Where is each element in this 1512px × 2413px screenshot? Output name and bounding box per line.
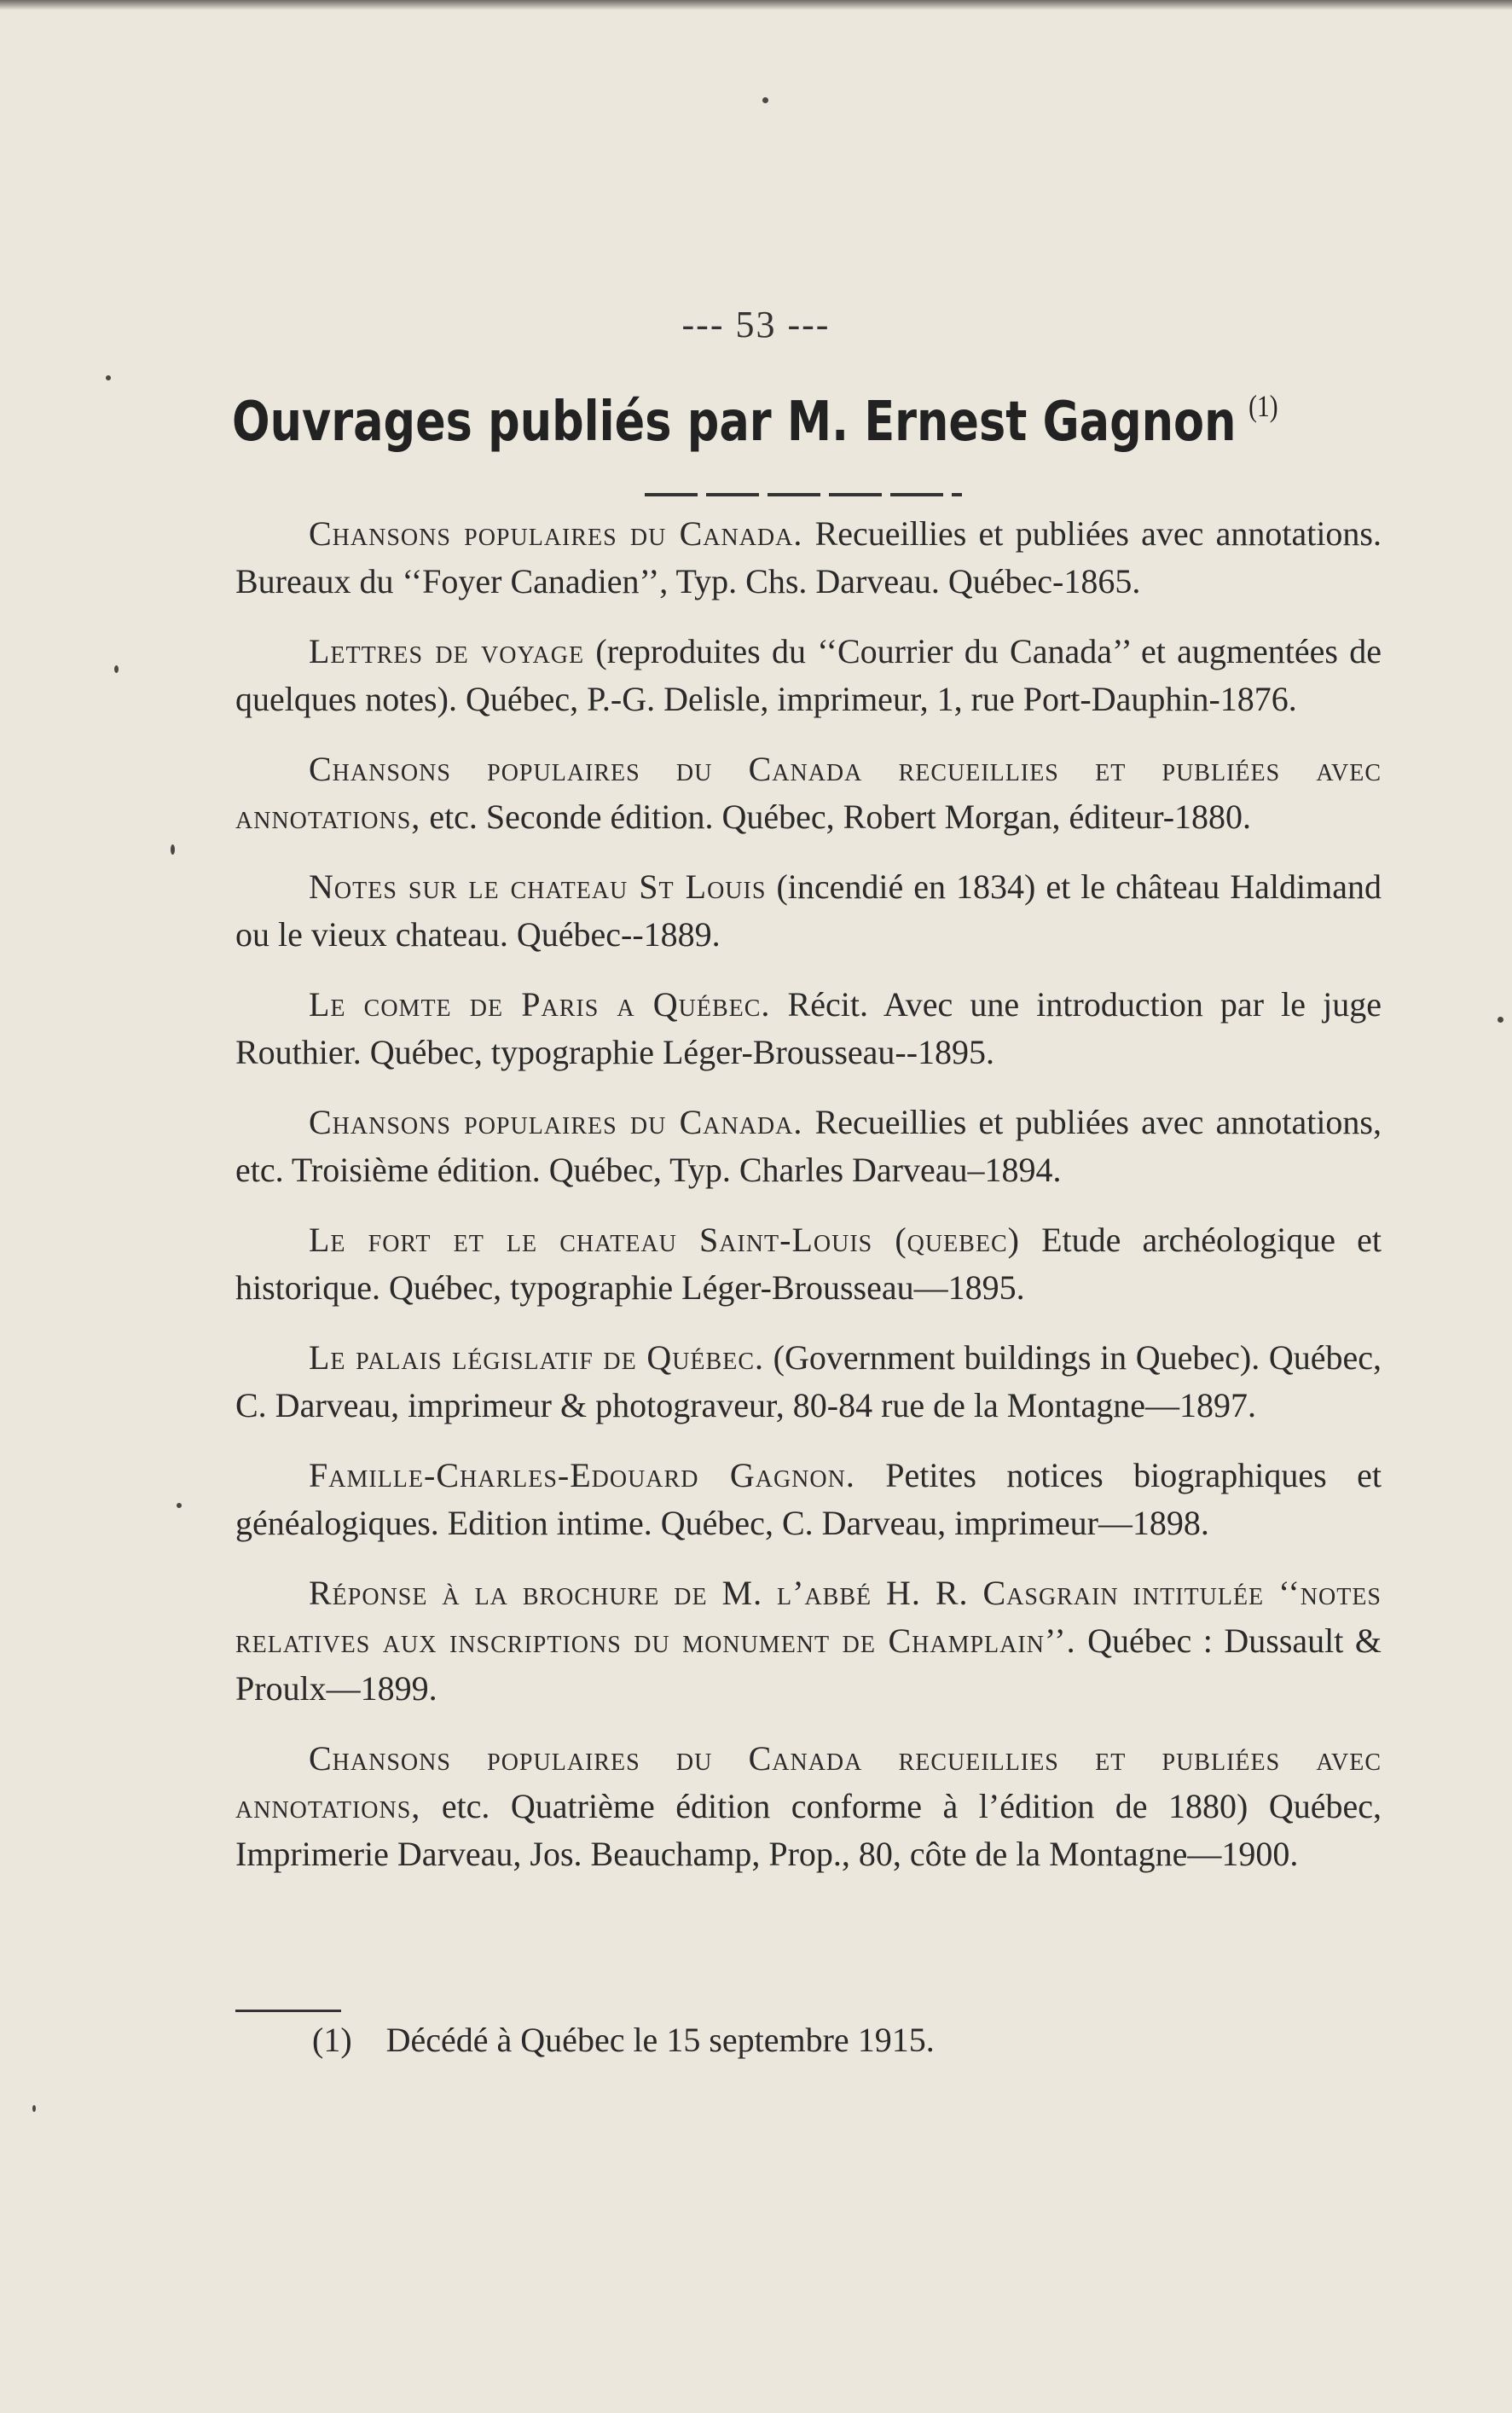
publication-title: Chansons populaires du Canada. <box>309 1103 803 1141</box>
publication-title: Lettres de voyage <box>309 632 585 670</box>
publication-details: (incendié en 1834) et le château Haldimand ou le vieux chateau. Québec--1889. <box>235 867 1382 954</box>
publication-title: Famille-Charles-Edouard Gagnon. <box>309 1456 855 1494</box>
publication-details: Récit. Avec une introduction par le juge Routhier. Québec, typographie Léger-Brousseau--1895. <box>235 985 1382 1071</box>
publication-details: Recueillies et publiées avec annotations. Bureaux du ‘‘Foyer Canadien’’, Typ. Chs. Darveau. Québec-1865. <box>235 514 1382 600</box>
publication-details: etc. Seconde édition. Québec, Robert Morgan, éditeur-1880. <box>429 798 1252 836</box>
footnote-text: Décédé à Québec le 15 septembre 1915. <box>385 2021 935 2059</box>
publication-title: Le comte de Paris a Québec. <box>309 985 771 1024</box>
publication-title: Le fort et le chateau Saint-Louis (quebec) <box>309 1221 1020 1259</box>
publication-details: Etude archéologique et historique. Québec, typographie Léger-Brousseau—1895. <box>235 1221 1382 1307</box>
publication-entry <box>235 1735 1382 1878</box>
publication-title: Chansons populaires du Canada recueillies et publiées avec annotations, <box>235 1739 1382 1825</box>
publication-details: Québec : Dussault & Proulx—1899. <box>235 1621 1382 1708</box>
publication-entry <box>235 510 1382 606</box>
page-title <box>135 388 1375 454</box>
publication-title: Chansons populaires du Canada. <box>309 514 803 553</box>
footnote-reference: (1) <box>1248 389 1278 423</box>
publication-details: Recueillies et publiées avec annotations, etc. Troisième édition. Québec, Typ. Charles Darveau–1894. <box>235 1103 1382 1189</box>
footnote-divider <box>235 2010 341 2012</box>
paper-speck <box>106 375 111 380</box>
publication-title: Chansons populaires du Canada recueillies et publiées avec annotations, <box>235 750 1382 836</box>
publication-entry <box>235 628 1382 723</box>
publication-details: (Government buildings in Quebec). Québec, C. Darveau, imprimeur & photograveur, 80-84 rue de la Montagne—1897. <box>235 1338 1382 1424</box>
publication-details: (reproduites du ‘‘Courrier du Canada’’ et augmentées de quelques notes). Québec, P.-G. Delisle, imprimeur, 1, rue Port-Dauphin-1876. <box>235 632 1382 718</box>
publication-title: Réponse à la brochure de M. l’abbé H. R. Casgrain intitulée ‘‘notes relatives aux inscriptions du monument de Champlain’’. <box>235 1574 1382 1660</box>
publication-title: Le palais législatif de Québec. <box>309 1338 764 1377</box>
page-number: --- 53 --- <box>681 304 831 345</box>
publication-entry <box>235 1452 1382 1547</box>
paper-speck <box>762 97 768 103</box>
title-divider <box>645 493 962 496</box>
publication-entry <box>235 1099 1382 1194</box>
paper-speck <box>114 665 119 673</box>
publication-list <box>235 510 1382 1900</box>
publication-entry <box>235 745 1382 841</box>
publication-details: etc. Quatrième édition conforme à l’édition de 1880) Québec, Imprimerie Darveau, Jos. Beauchamp, Prop., 80, côte de la Montagne—1900. <box>235 1787 1382 1873</box>
publication-entry <box>235 1334 1382 1430</box>
paper-speck <box>171 844 175 855</box>
paper-speck <box>32 2105 36 2112</box>
paper-speck <box>177 1503 182 1508</box>
footnote-mark: (1) <box>312 2021 352 2059</box>
publication-entry <box>235 863 1382 959</box>
publication-details: Petites notices biographiques et généalogiques. Edition intime. Québec, C. Darveau, imprimeur—1898. <box>235 1456 1382 1542</box>
paper-speck <box>1498 1017 1503 1023</box>
page-title-text: Ouvrages publiés par M. Ernest Gagnon <box>232 391 1237 454</box>
publication-entry <box>235 1216 1382 1312</box>
publication-entry <box>235 981 1382 1076</box>
publication-title: Notes sur le chateau St Louis <box>309 867 767 906</box>
footnote <box>312 2016 935 2064</box>
page-top-edge <box>0 0 1512 10</box>
publication-entry <box>235 1569 1382 1713</box>
